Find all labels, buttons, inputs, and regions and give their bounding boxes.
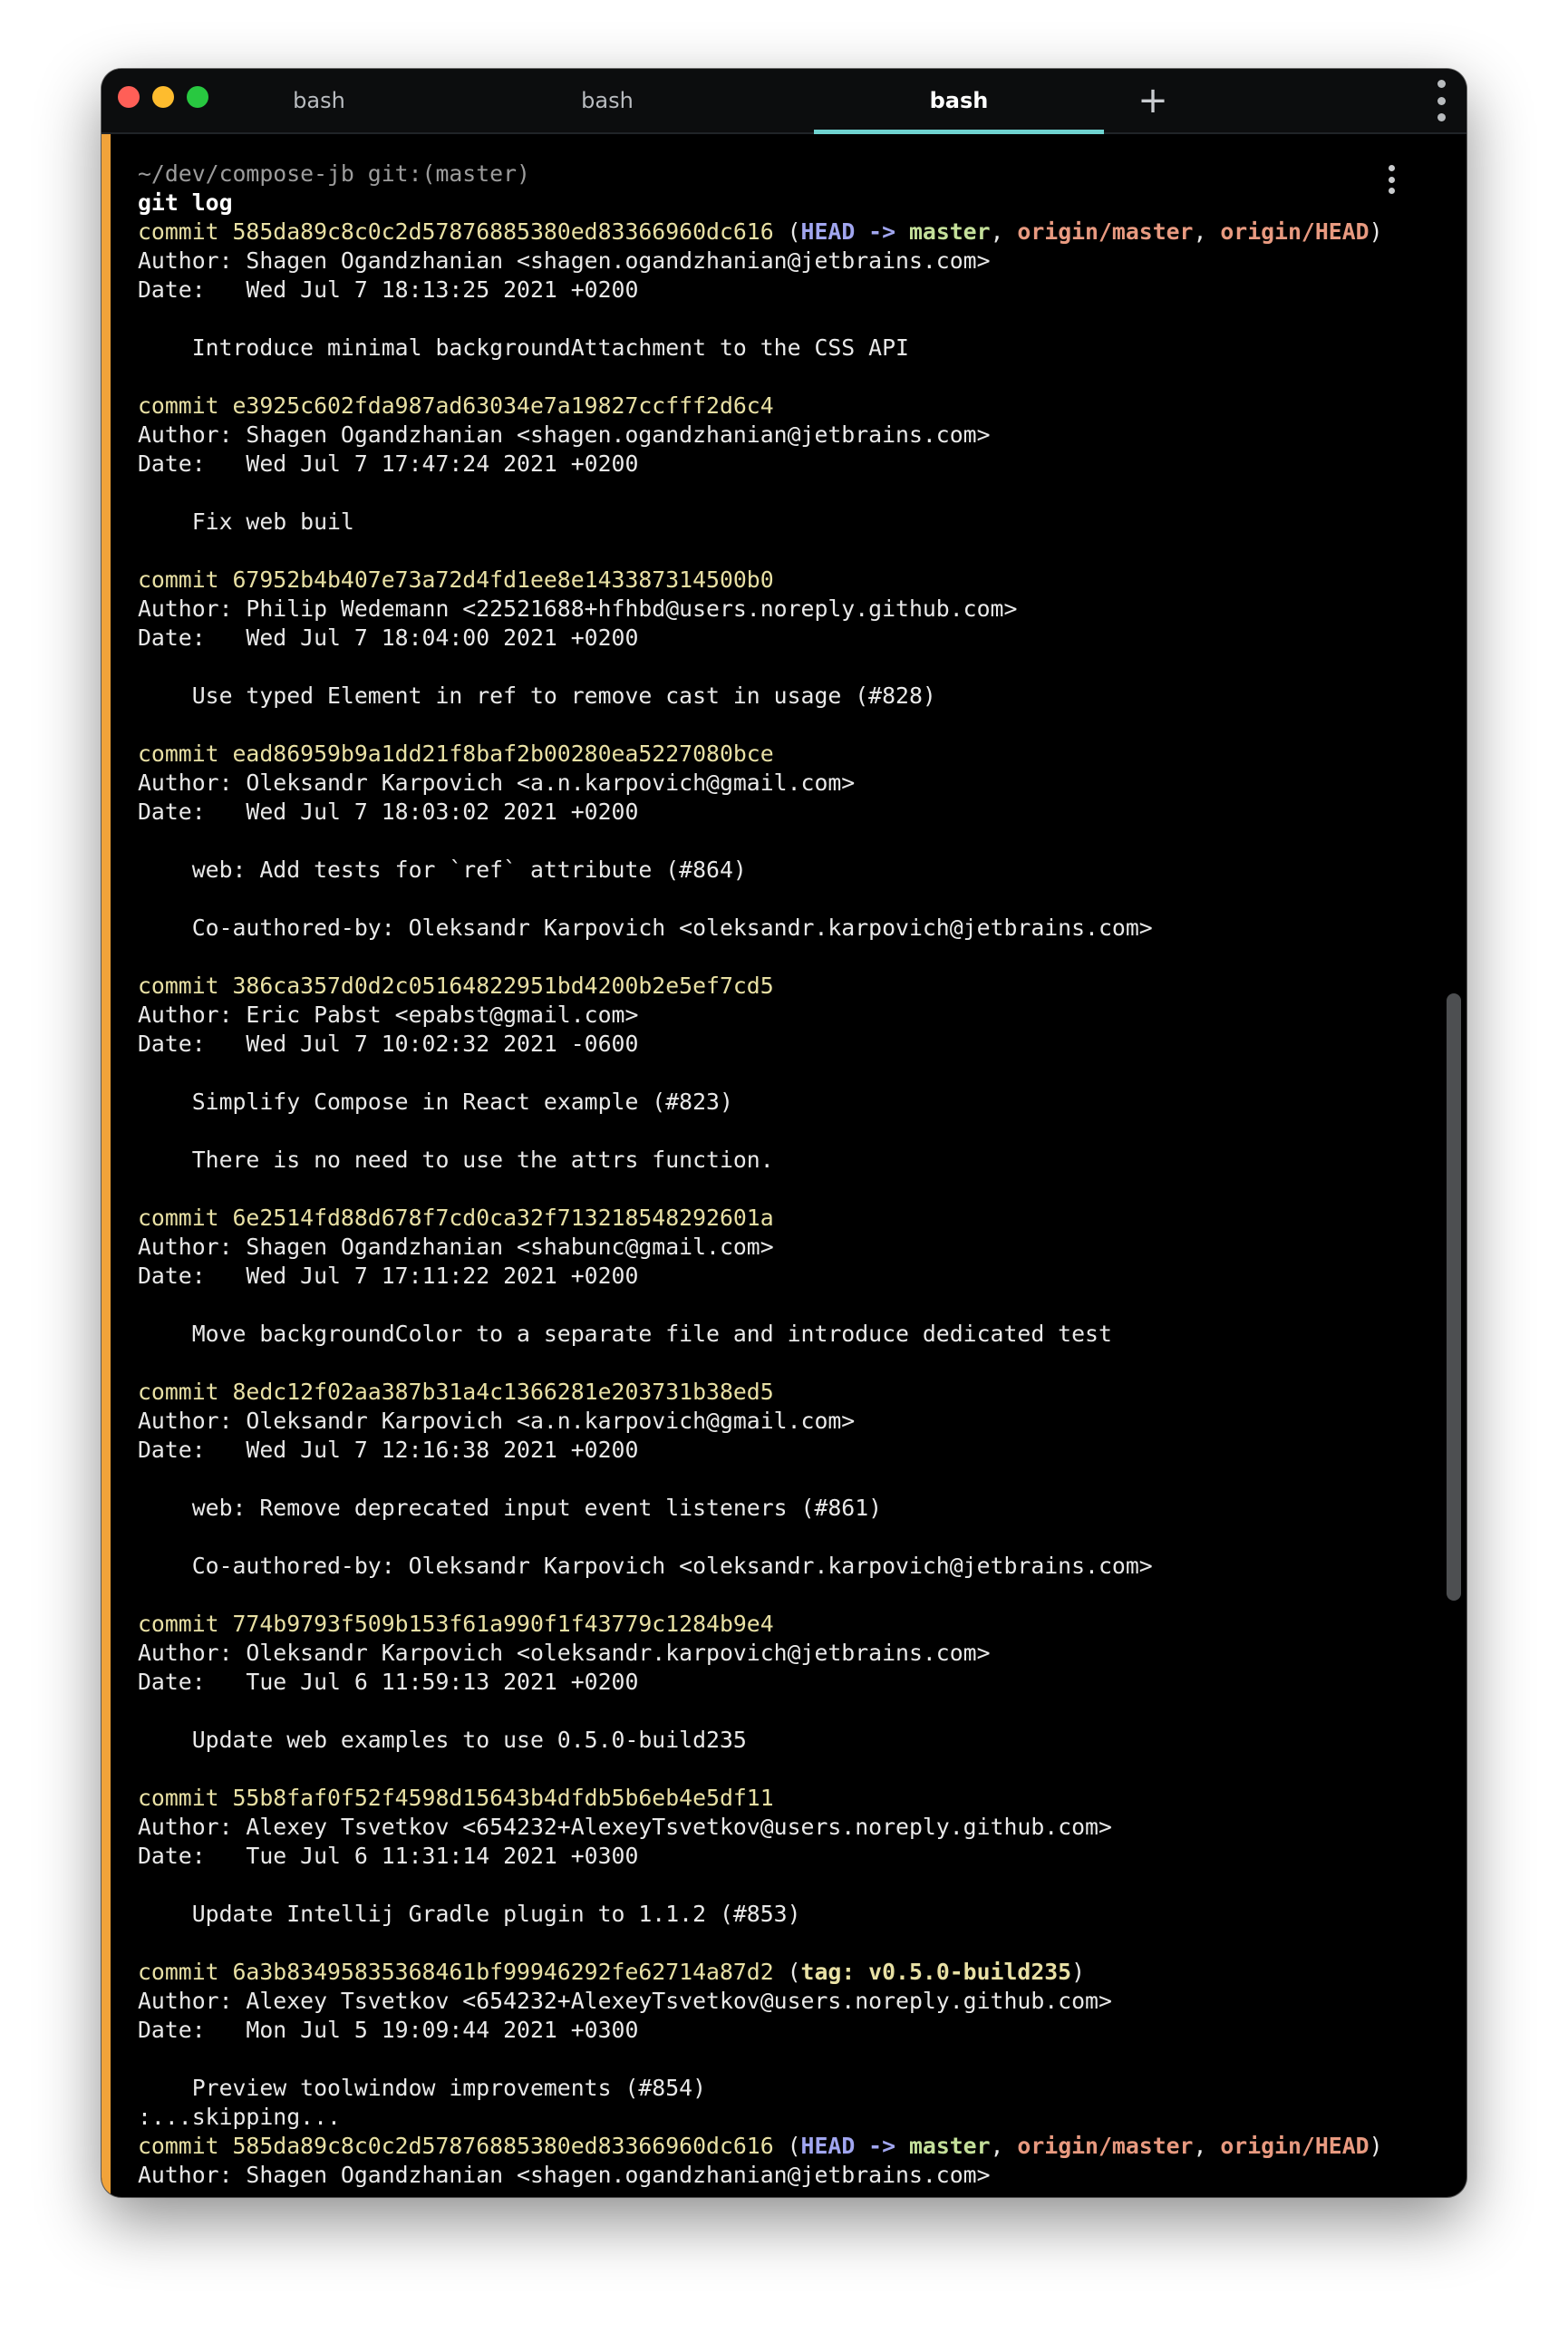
message-line xyxy=(138,1726,1412,1755)
blank-line xyxy=(138,711,1412,740)
commit-line xyxy=(138,392,1412,421)
commit-keyword-and-hash: commit e3925c602fda987ad63034e7a19827ccfff2d6c4 xyxy=(138,392,774,419)
tag-ref: tag: v0.5.0-build235 xyxy=(800,1959,1072,1985)
commit-keyword-and-hash: commit 585da89c8c0c2d57876885380ed83366960dc616 xyxy=(138,218,774,245)
commit-date: Date: Wed Jul 7 12:16:38 2021 +0200 xyxy=(138,1437,639,1463)
message-line xyxy=(138,1320,1412,1349)
date-line xyxy=(138,798,1412,827)
terminal-window xyxy=(102,69,1466,2197)
commit-author: Author: Oleksandr Karpovich <a.n.karpovich@gmail.com> xyxy=(138,1408,856,1434)
date-line xyxy=(138,276,1412,305)
commit-keyword-and-hash: commit 8edc12f02aa387b31a4c1366281e203731b38ed5 xyxy=(138,1379,774,1405)
commit-message: Use typed Element in ref to remove cast in usage (#828) xyxy=(138,682,936,709)
message-line xyxy=(138,1900,1412,1929)
author-line xyxy=(138,1639,1412,1668)
commit-line xyxy=(138,566,1412,595)
author-line xyxy=(138,1001,1412,1030)
commit-keyword-and-hash: commit 55b8faf0f52f4598d15643b4dfdb5b6eb4e5df11 xyxy=(138,1785,774,1811)
blank-line xyxy=(138,537,1412,566)
tab-bash-3-active[interactable] xyxy=(814,69,1104,132)
refs-open-paren: ( xyxy=(773,2133,801,2159)
commit-author: Author: Shagen Ogandzhanian <shagen.ogandzhanian@jetbrains.com> xyxy=(138,421,991,448)
commit-author: Author: Eric Pabst <epabst@gmail.com> xyxy=(138,1002,639,1028)
commit-author: Author: Oleksandr Karpovich <a.n.karpovich@gmail.com> xyxy=(138,770,856,796)
refs-close-paren: ) xyxy=(1369,218,1383,245)
commit-message: Fix web buil xyxy=(138,508,354,535)
author-line xyxy=(138,247,1412,276)
date-line xyxy=(138,624,1412,653)
commit-date: Date: Wed Jul 7 17:11:22 2021 +0200 xyxy=(138,1263,639,1289)
message-line xyxy=(138,914,1412,943)
message-line xyxy=(138,1146,1412,1175)
commit-author: Author: Oleksandr Karpovich <oleksandr.karpovich@jetbrains.com> xyxy=(138,1640,991,1666)
blank-line xyxy=(138,827,1412,856)
commit-keyword-and-hash: commit 6a3b83495835368461bf99946292fe62714a87d2 xyxy=(138,1959,774,1985)
branch-ref: master xyxy=(908,218,991,245)
shell-prompt: ~/dev/compose-jb git:(master) xyxy=(138,160,530,187)
date-line xyxy=(138,1668,1412,1697)
terminal-scrollbar[interactable] xyxy=(1447,993,1461,1601)
ref-arrow: -> xyxy=(855,218,909,245)
remote-ref: origin/HEAD xyxy=(1220,2133,1370,2159)
commit-line xyxy=(138,1958,1412,1987)
message-line xyxy=(138,856,1412,885)
ref-separator: , xyxy=(990,218,1018,245)
author-line xyxy=(138,595,1412,624)
head-ref: HEAD xyxy=(800,218,856,245)
blank-line xyxy=(138,885,1412,914)
author-line xyxy=(138,1813,1412,1842)
commit-keyword-and-hash: commit 386ca357d0d2c05164822951bd4200b2e5ef7cd5 xyxy=(138,973,774,999)
message-line xyxy=(138,1494,1412,1523)
commit-keyword-and-hash: commit 6e2514fd88d678f7cd0ca32f713218548292601a xyxy=(138,1205,774,1231)
author-line xyxy=(138,1407,1412,1436)
commit-line xyxy=(138,1204,1412,1233)
blank-line xyxy=(138,1755,1412,1784)
remote-ref: origin/HEAD xyxy=(1220,218,1370,245)
blank-line xyxy=(138,1581,1412,1610)
blank-line xyxy=(138,305,1412,334)
blank-line xyxy=(138,2045,1412,2074)
commit-author: Author: Philip Wedemann <22521688+hfhbd@users.noreply.github.com> xyxy=(138,595,1018,622)
ref-separator: , xyxy=(990,2133,1018,2159)
blank-line xyxy=(138,653,1412,682)
blank-line xyxy=(138,1465,1412,1494)
commit-line xyxy=(138,1378,1412,1407)
tab-label: bash xyxy=(293,88,345,113)
author-line xyxy=(138,1987,1412,2016)
commit-message: Co-authored-by: Oleksandr Karpovich <oleksandr.karpovich@jetbrains.com> xyxy=(138,915,1153,941)
date-line xyxy=(138,1436,1412,1465)
new-tab-plus-icon[interactable]: + xyxy=(1137,80,1168,121)
blank-line xyxy=(138,1175,1412,1204)
blank-line xyxy=(138,1523,1412,1552)
commit-date: Date: Wed Jul 7 18:04:00 2021 +0200 xyxy=(138,624,639,651)
commit-date: Date: Wed Jul 7 18:13:25 2021 +0200 xyxy=(138,276,639,303)
tab-bash-2[interactable] xyxy=(462,69,752,132)
refs-open-paren: ( xyxy=(773,218,801,245)
blank-line xyxy=(138,1697,1412,1726)
commit-keyword-and-hash: commit 774b9793f509b153f61a990f1f43779c1284b9e4 xyxy=(138,1611,774,1637)
commit-message: Simplify Compose in React example (#823) xyxy=(138,1089,733,1115)
refs-close-paren: ) xyxy=(1369,2133,1383,2159)
date-line xyxy=(138,1030,1412,1059)
author-line xyxy=(138,1233,1412,1262)
date-line xyxy=(138,2016,1412,2045)
blank-line xyxy=(138,1349,1412,1378)
commit-keyword-and-hash: commit ead86959b9a1dd21f8baf2b00280ea5227080bce xyxy=(138,741,774,767)
author-line xyxy=(138,769,1412,798)
blank-line xyxy=(138,943,1412,972)
command-line xyxy=(138,189,1412,218)
commit-author: Author: Shagen Ogandzhanian <shagen.ogandzhanian@jetbrains.com> xyxy=(138,247,991,274)
commit-date: Date: Tue Jul 6 11:31:14 2021 +0300 xyxy=(138,1843,639,1869)
commit-message: Introduce minimal backgroundAttachment to the CSS API xyxy=(138,334,909,361)
date-line xyxy=(138,1262,1412,1291)
commit-date: Date: Wed Jul 7 17:47:24 2021 +0200 xyxy=(138,450,639,477)
commit-date: Date: Mon Jul 5 19:09:44 2021 +0300 xyxy=(138,2017,639,2043)
refs-close-paren: ) xyxy=(1071,1959,1086,1985)
terminal-output[interactable] xyxy=(138,160,1412,2197)
commit-message: Co-authored-by: Oleksandr Karpovich <oleksandr.karpovich@jetbrains.com> xyxy=(138,1553,1153,1579)
pager-status-line xyxy=(138,2103,1412,2132)
message-line xyxy=(138,508,1412,537)
message-line xyxy=(138,1088,1412,1117)
commit-author: Author: Alexey Tsvetkov <654232+AlexeyTsvetkov@users.noreply.github.com> xyxy=(138,1988,1112,2014)
commit-author: Author: Alexey Tsvetkov <654232+AlexeyTsvetkov@users.noreply.github.com> xyxy=(138,1814,1112,1840)
message-line xyxy=(138,1552,1412,1581)
message-line xyxy=(138,682,1412,711)
commit-message: web: Add tests for `ref` attribute (#864) xyxy=(138,857,747,883)
tab-bash-1[interactable] xyxy=(174,69,464,132)
window-menu-ellipsis-icon[interactable] xyxy=(1432,80,1450,121)
commit-line xyxy=(138,740,1412,769)
pager-status: :...skipping... xyxy=(138,2104,341,2130)
active-pane-accent-bar xyxy=(102,134,111,2197)
tab-label: bash xyxy=(581,88,634,113)
blank-line xyxy=(138,1929,1412,1958)
message-line xyxy=(138,334,1412,363)
commit-date: Date: Wed Jul 7 10:02:32 2021 -0600 xyxy=(138,1031,639,1057)
refs-open-paren: ( xyxy=(773,1959,801,1985)
close-window-button[interactable] xyxy=(118,86,140,108)
commit-message: There is no need to use the attrs function. xyxy=(138,1147,774,1173)
commit-line xyxy=(138,218,1412,247)
author-line xyxy=(138,421,1412,450)
commit-message: Update web examples to use 0.5.0-build235 xyxy=(138,1727,747,1753)
commit-author: Author: Shagen Ogandzhanian <shagen.ogandzhanian@jetbrains.com> xyxy=(138,2162,991,2188)
head-ref: HEAD xyxy=(800,2133,856,2159)
message-line xyxy=(138,2074,1412,2103)
commit-message: web: Remove deprecated input event listeners (#861) xyxy=(138,1495,883,1521)
author-line xyxy=(138,2161,1412,2190)
blank-line xyxy=(138,1059,1412,1088)
ref-separator: , xyxy=(1193,218,1221,245)
blank-line xyxy=(138,1871,1412,1900)
commit-line xyxy=(138,1610,1412,1639)
date-line xyxy=(138,450,1412,479)
commit-keyword-and-hash: commit 585da89c8c0c2d57876885380ed83366960dc616 xyxy=(138,2133,774,2159)
date-line xyxy=(138,1842,1412,1871)
commit-line xyxy=(138,1784,1412,1813)
commit-author: Author: Shagen Ogandzhanian <shabunc@gmail.com> xyxy=(138,1234,774,1260)
minimize-window-button[interactable] xyxy=(152,86,174,108)
commit-message: Preview toolwindow improvements (#854) xyxy=(138,2075,707,2101)
ref-separator: , xyxy=(1193,2133,1221,2159)
blank-line xyxy=(138,1117,1412,1146)
prompt-line xyxy=(138,160,1412,189)
commit-message: Move backgroundColor to a separate file and introduce dedicated test xyxy=(138,1321,1112,1347)
commit-line xyxy=(138,2132,1412,2161)
commit-date: Date: Wed Jul 7 18:03:02 2021 +0200 xyxy=(138,799,639,825)
title-bar xyxy=(102,69,1466,134)
branch-ref: master xyxy=(908,2133,991,2159)
remote-ref: origin/master xyxy=(1017,218,1194,245)
commit-keyword-and-hash: commit 67952b4b407e73a72d4fd1ee8e143387314500b0 xyxy=(138,566,774,593)
blank-line xyxy=(138,479,1412,508)
tab-label: bash xyxy=(929,88,989,113)
commit-message: Update Intellij Gradle plugin to 1.1.2 (#853) xyxy=(138,1901,801,1927)
blank-line xyxy=(138,1291,1412,1320)
remote-ref: origin/master xyxy=(1017,2133,1194,2159)
typed-command: git log xyxy=(138,189,233,216)
commit-line xyxy=(138,972,1412,1001)
ref-arrow: -> xyxy=(855,2133,909,2159)
commit-date: Date: Tue Jul 6 11:59:13 2021 +0200 xyxy=(138,1669,639,1695)
blank-line xyxy=(138,363,1412,392)
